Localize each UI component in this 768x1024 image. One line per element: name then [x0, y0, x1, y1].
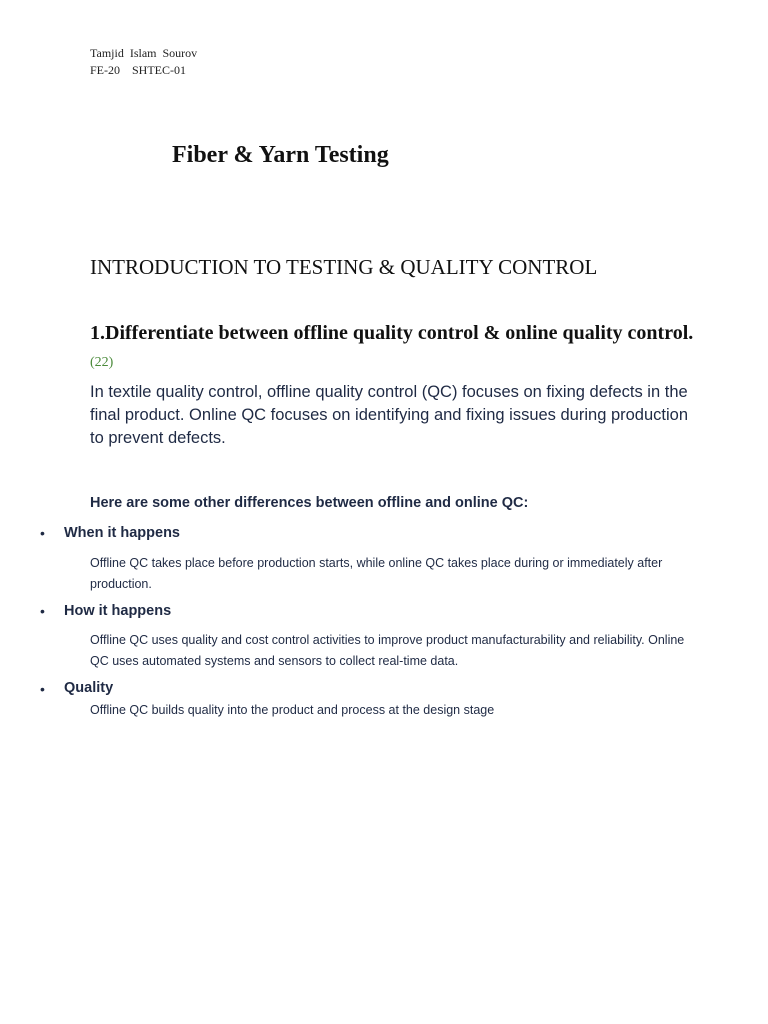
section-heading: INTRODUCTION TO TESTING & QUALITY CONTROL: [90, 255, 598, 279]
author-batch: FE-20 SHTEC-01: [90, 63, 186, 77]
author-block: [90, 45, 197, 79]
question-heading: [90, 320, 700, 376]
question-marks: (22): [90, 355, 114, 370]
bullet-desc-quality: Offline QC builds quality into the product and process at the design stage: [90, 703, 495, 717]
bullet-desc-how: Offline QC uses quality and cost control activities to improve product manufacturability and reliability. Online QC uses automated systems and sensors to collect real-time data.: [90, 633, 685, 668]
bullet-marker: •: [40, 681, 45, 697]
bullet-marker: •: [40, 525, 45, 541]
intro-paragraph: In textile quality control, offline quality control (QC) focuses on fixing defects in the final product. Online QC focuses on identifying and fixing issues during production to prevent defects.: [90, 383, 689, 447]
bullet-title-how: How it happens: [64, 603, 172, 619]
document-title: Fiber & Yarn Testing: [172, 142, 389, 168]
author-name: Tamjid Islam Sourov: [90, 46, 198, 60]
question-text: 1.Differentiate between offline quality control & online quality control.: [90, 322, 694, 344]
bullet-title-when: When it happens: [64, 525, 180, 541]
differences-heading: Here are some other differences between offline and online QC:: [90, 495, 529, 511]
bullet-desc-when: Offline QC takes place before production starts, while online QC takes place during or immediately after production.: [90, 556, 663, 591]
bullet-title-quality: Quality: [64, 680, 114, 696]
bullet-marker: •: [40, 603, 45, 619]
